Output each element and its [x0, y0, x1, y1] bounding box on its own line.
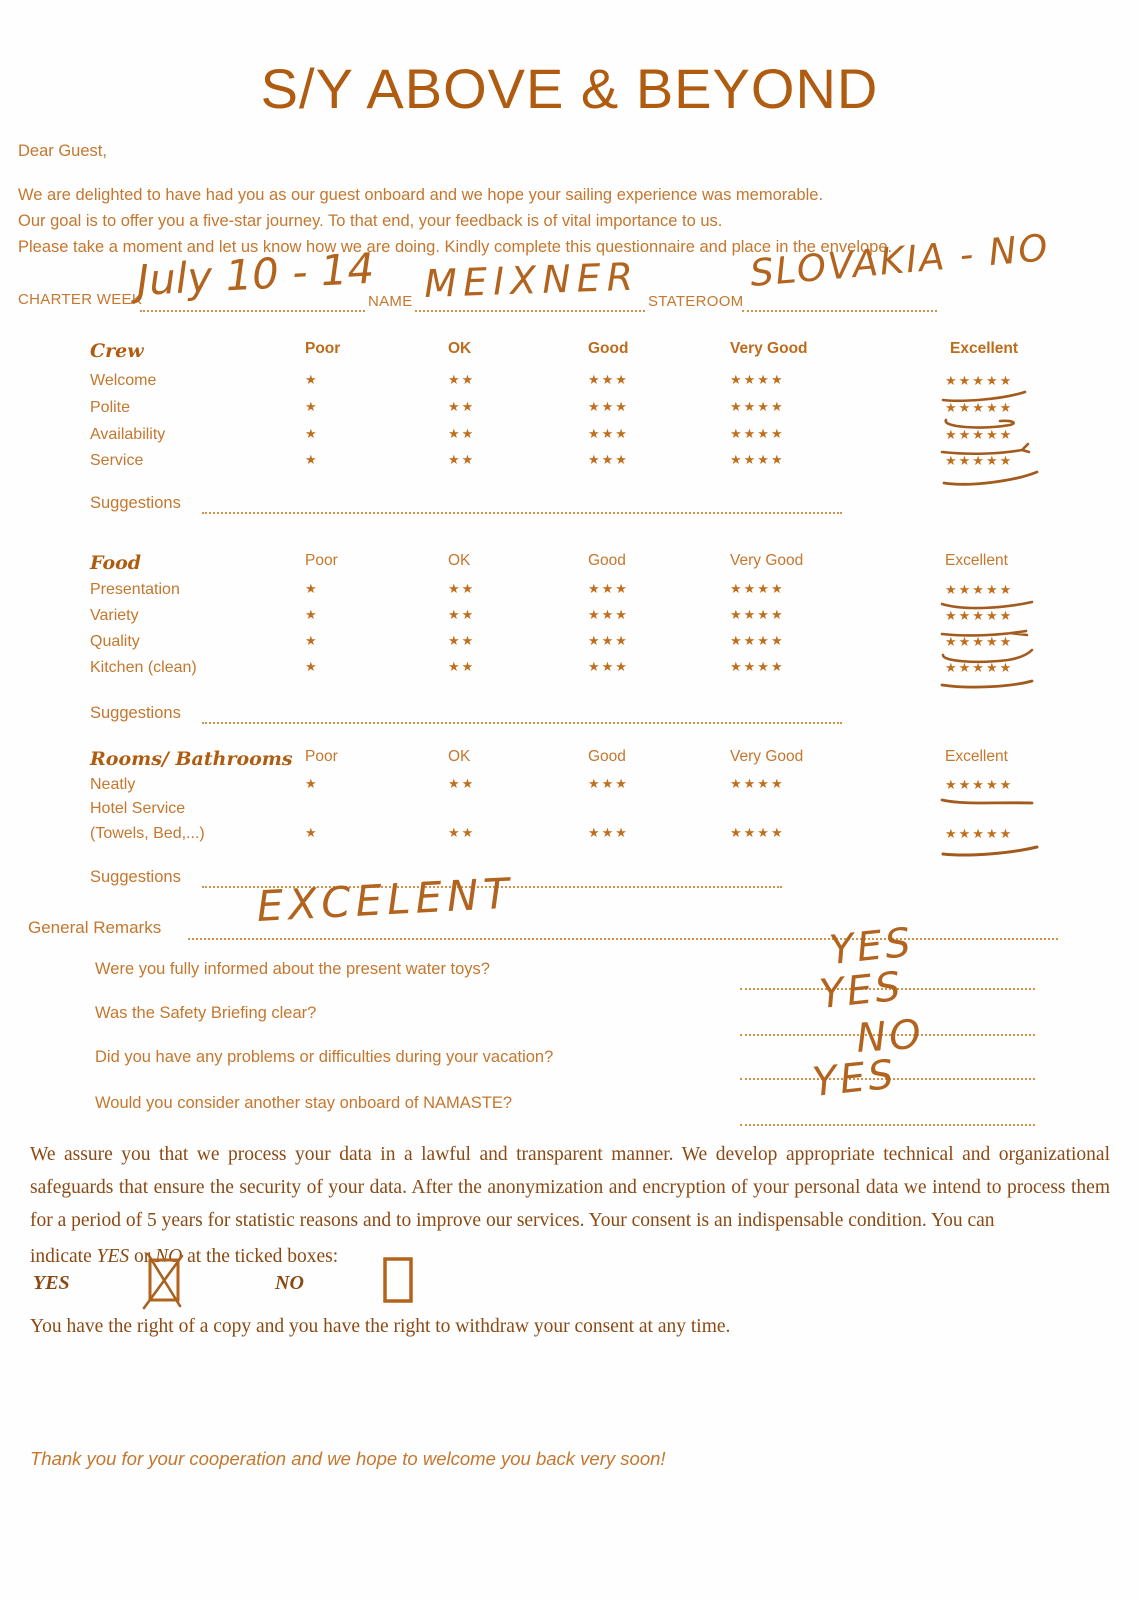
page-title: S/Y ABOVE & BEYOND — [260, 57, 879, 120]
crew-suggestions-label: Suggestions — [90, 494, 181, 512]
rating-row-hotel-service — [0, 800, 1139, 824]
stars-excellent: ★★★★★ — [945, 582, 1014, 597]
stars-ok: ★★ — [448, 633, 476, 648]
stars-very-good: ★★★★ — [730, 399, 785, 414]
name-field-line — [415, 310, 645, 312]
stars-good: ★★★ — [588, 372, 629, 387]
stars-poor: ★ — [305, 452, 319, 467]
food-suggestions-line — [202, 722, 842, 724]
stars-excellent-selected — [945, 581, 1013, 599]
column-header-good: Good — [588, 748, 626, 765]
rating-row-quality — [0, 633, 1139, 657]
handwritten-underline-mark — [940, 840, 1040, 858]
row-label: Hotel Service — [90, 800, 186, 817]
row-label: Quality — [90, 633, 140, 650]
rating-row-neatly — [0, 776, 1139, 800]
row-label: Polite — [90, 399, 131, 416]
name-label: NAME — [368, 293, 413, 310]
stars-good: ★★★ — [588, 776, 629, 791]
no-checkbox-empty — [380, 1254, 420, 1308]
intro-line: We are delighted to have had you as our guest onboard and we hope your sailing experience was memorable. — [18, 186, 824, 204]
charter-week-label: CHARTER WEEK — [18, 291, 143, 308]
column-header-good: Good — [588, 340, 629, 357]
crew-suggestions-line — [202, 512, 842, 514]
rooms-header-row — [0, 748, 1139, 772]
stars-ok: ★★ — [448, 399, 476, 414]
stars-good: ★★★ — [588, 426, 629, 441]
rating-row-availability — [0, 426, 1139, 450]
stars-excellent-selected — [945, 633, 1013, 651]
stars-excellent: ★★★★★ — [945, 826, 1014, 841]
answer-line — [740, 1124, 1035, 1126]
stars-good: ★★★ — [588, 633, 629, 648]
stars-very-good: ★★★★ — [730, 372, 785, 387]
stars-poor: ★ — [305, 607, 319, 622]
stars-poor: ★ — [305, 399, 319, 414]
general-remarks-handwritten-value: EXCELENT — [255, 868, 516, 931]
stars-excellent-selected — [945, 399, 1013, 417]
stars-good: ★★★ — [588, 659, 629, 674]
consent-indicate-line — [30, 1240, 1110, 1273]
stars-good: ★★★ — [588, 399, 629, 414]
row-label: (Towels, Bed,...) — [90, 825, 205, 842]
consent-no-label: NO — [275, 1272, 304, 1294]
stars-excellent: ★★★★★ — [945, 660, 1014, 675]
crew-header-row — [0, 340, 1139, 364]
stars-excellent-selected — [945, 426, 1013, 444]
stars-excellent: ★★★★★ — [945, 777, 1014, 792]
row-label: Availability — [90, 426, 166, 443]
stars-very-good: ★★★★ — [730, 776, 785, 791]
rating-row-presentation — [0, 581, 1139, 605]
stars-poor: ★ — [305, 776, 319, 791]
closing-message: Thank you for your cooperation and we hope to welcome you back very soon! — [30, 1448, 666, 1469]
column-header-poor: Poor — [305, 748, 338, 765]
column-header-very-good: Very Good — [730, 748, 804, 765]
stars-excellent-selected — [945, 607, 1013, 625]
column-header-good: Good — [588, 552, 626, 569]
rating-row-kitchen — [0, 659, 1139, 683]
stars-excellent-selected — [945, 372, 1013, 390]
stars-poor: ★ — [305, 633, 319, 648]
column-header-very-good: Very Good — [730, 552, 804, 569]
charter-week-field-line — [140, 310, 365, 312]
intro-line: Please take a moment and let us know how we are doing. Kindly complete this questionnaire and place in the envelope. — [18, 238, 893, 256]
stars-excellent-selected — [945, 452, 1013, 470]
stars-good: ★★★ — [588, 581, 629, 596]
stars-excellent: ★★★★★ — [945, 634, 1014, 649]
row-label: Presentation — [90, 581, 180, 598]
consent-rights-text: You have the right of a copy and you have the right to withdraw your consent at any time. — [30, 1316, 731, 1337]
column-header-poor: Poor — [305, 552, 338, 569]
row-label: Neatly — [90, 776, 136, 793]
row-label: Variety — [90, 607, 139, 624]
consent-text: at the ticked boxes: — [182, 1246, 339, 1267]
stateroom-label: STATEROOM — [648, 293, 744, 310]
column-header-excellent: Excellent — [945, 552, 1008, 569]
stars-ok: ★★ — [448, 426, 476, 441]
food-header-row — [0, 552, 1139, 576]
handwritten-answer: NO — [854, 1011, 926, 1062]
stars-very-good: ★★★★ — [730, 581, 785, 596]
consent-yes-label: YES — [33, 1272, 70, 1294]
stars-very-good: ★★★★ — [730, 426, 785, 441]
food-section-title: Food — [90, 552, 142, 574]
column-header-excellent: Excellent — [945, 748, 1008, 765]
general-remarks-line — [188, 938, 1058, 940]
stars-excellent: ★★★★★ — [945, 427, 1014, 442]
question-safety-briefing: Was the Safety Briefing clear? — [95, 1004, 317, 1022]
stars-ok: ★★ — [448, 659, 476, 674]
stars-very-good: ★★★★ — [730, 825, 785, 840]
handwritten-answer: YES — [810, 1051, 899, 1106]
handwritten-answer: YES — [817, 963, 906, 1018]
stars-very-good: ★★★★ — [730, 633, 785, 648]
column-header-very-good: Very Good — [730, 340, 808, 357]
stars-excellent: ★★★★★ — [945, 608, 1014, 623]
stars-poor: ★ — [305, 659, 319, 674]
column-header-ok: OK — [448, 340, 472, 357]
stateroom-field-line — [742, 310, 937, 312]
stars-very-good: ★★★★ — [730, 452, 785, 467]
rooms-suggestions-label: Suggestions — [90, 868, 181, 886]
food-suggestions-label: Suggestions — [90, 704, 181, 722]
row-label: Service — [90, 452, 144, 469]
stars-ok: ★★ — [448, 825, 476, 840]
column-header-ok: OK — [448, 748, 471, 765]
consent-text: or — [129, 1246, 156, 1267]
consent-text: indicate — [30, 1246, 97, 1267]
stars-very-good: ★★★★ — [730, 659, 785, 674]
rating-row-welcome — [0, 372, 1139, 396]
crew-section-title: Crew — [90, 340, 144, 362]
intro-line: Our goal is to offer you a five-star journey. To that end, your feedback is of vital importance to us. — [18, 212, 723, 230]
column-header-poor: Poor — [305, 340, 341, 357]
consent-paragraph: We assure you that we process your data in a lawful and transparent manner. We develop appropriate technical and organizational safeguards that ensure the security of your data. After the anonymization and encryption of your personal data we intend to process them for a period of 5 years for statistic reasons and to improve our services. Your consent is an indispensable condition. You can — [30, 1144, 1110, 1231]
stars-excellent-selected — [945, 825, 1013, 843]
rooms-section-title: Rooms/ Bathrooms — [90, 748, 293, 770]
column-header-excellent: Excellent — [950, 340, 1019, 357]
name-handwritten-value: MEIXNER — [423, 254, 640, 306]
stars-excellent-selected — [945, 659, 1013, 677]
stateroom-handwritten-value: SLOVAKIA - NO — [748, 225, 1052, 295]
stars-ok: ★★ — [448, 452, 476, 467]
stars-ok: ★★ — [448, 372, 476, 387]
consent-yes-word: YES — [96, 1246, 130, 1267]
stars-ok: ★★ — [448, 776, 476, 791]
rating-row-towels-bed — [0, 825, 1139, 849]
general-remarks-label: General Remarks — [28, 918, 162, 937]
question-another-stay: Would you consider another stay onboard of NAMASTE? — [95, 1094, 513, 1112]
stars-poor: ★ — [305, 825, 319, 840]
stars-good: ★★★ — [588, 452, 629, 467]
row-label: Welcome — [90, 372, 157, 389]
stars-poor: ★ — [305, 581, 319, 596]
handwritten-underline-mark — [940, 674, 1035, 690]
stars-excellent: ★★★★★ — [945, 373, 1014, 388]
row-label: Kitchen (clean) — [90, 659, 197, 676]
stars-good: ★★★ — [588, 607, 629, 622]
salutation: Dear Guest, — [18, 142, 107, 160]
stars-poor: ★ — [305, 372, 319, 387]
rating-row-polite — [0, 399, 1139, 423]
handwritten-underline-mark — [940, 467, 1040, 487]
stars-excellent-selected — [945, 776, 1013, 794]
column-header-ok: OK — [448, 552, 471, 569]
stars-excellent: ★★★★★ — [945, 400, 1014, 415]
intro-paragraph — [18, 186, 892, 257]
consent-no-word: NO — [155, 1246, 183, 1267]
stars-very-good: ★★★★ — [730, 607, 785, 622]
stars-excellent: ★★★★★ — [945, 453, 1014, 468]
handwritten-answer: YES — [827, 919, 916, 974]
charter-week-handwritten-value: July 10 - 14 — [135, 243, 376, 305]
question-water-toys: Were you fully informed about the present water toys? — [95, 960, 490, 978]
rating-row-variety — [0, 607, 1139, 631]
stars-ok: ★★ — [448, 581, 476, 596]
rating-row-service — [0, 452, 1139, 476]
stars-good: ★★★ — [588, 825, 629, 840]
stars-poor: ★ — [305, 426, 319, 441]
question-problems: Did you have any problems or difficulties during your vacation? — [95, 1048, 554, 1066]
yes-checkbox-checked — [138, 1250, 190, 1312]
stars-ok: ★★ — [448, 607, 476, 622]
